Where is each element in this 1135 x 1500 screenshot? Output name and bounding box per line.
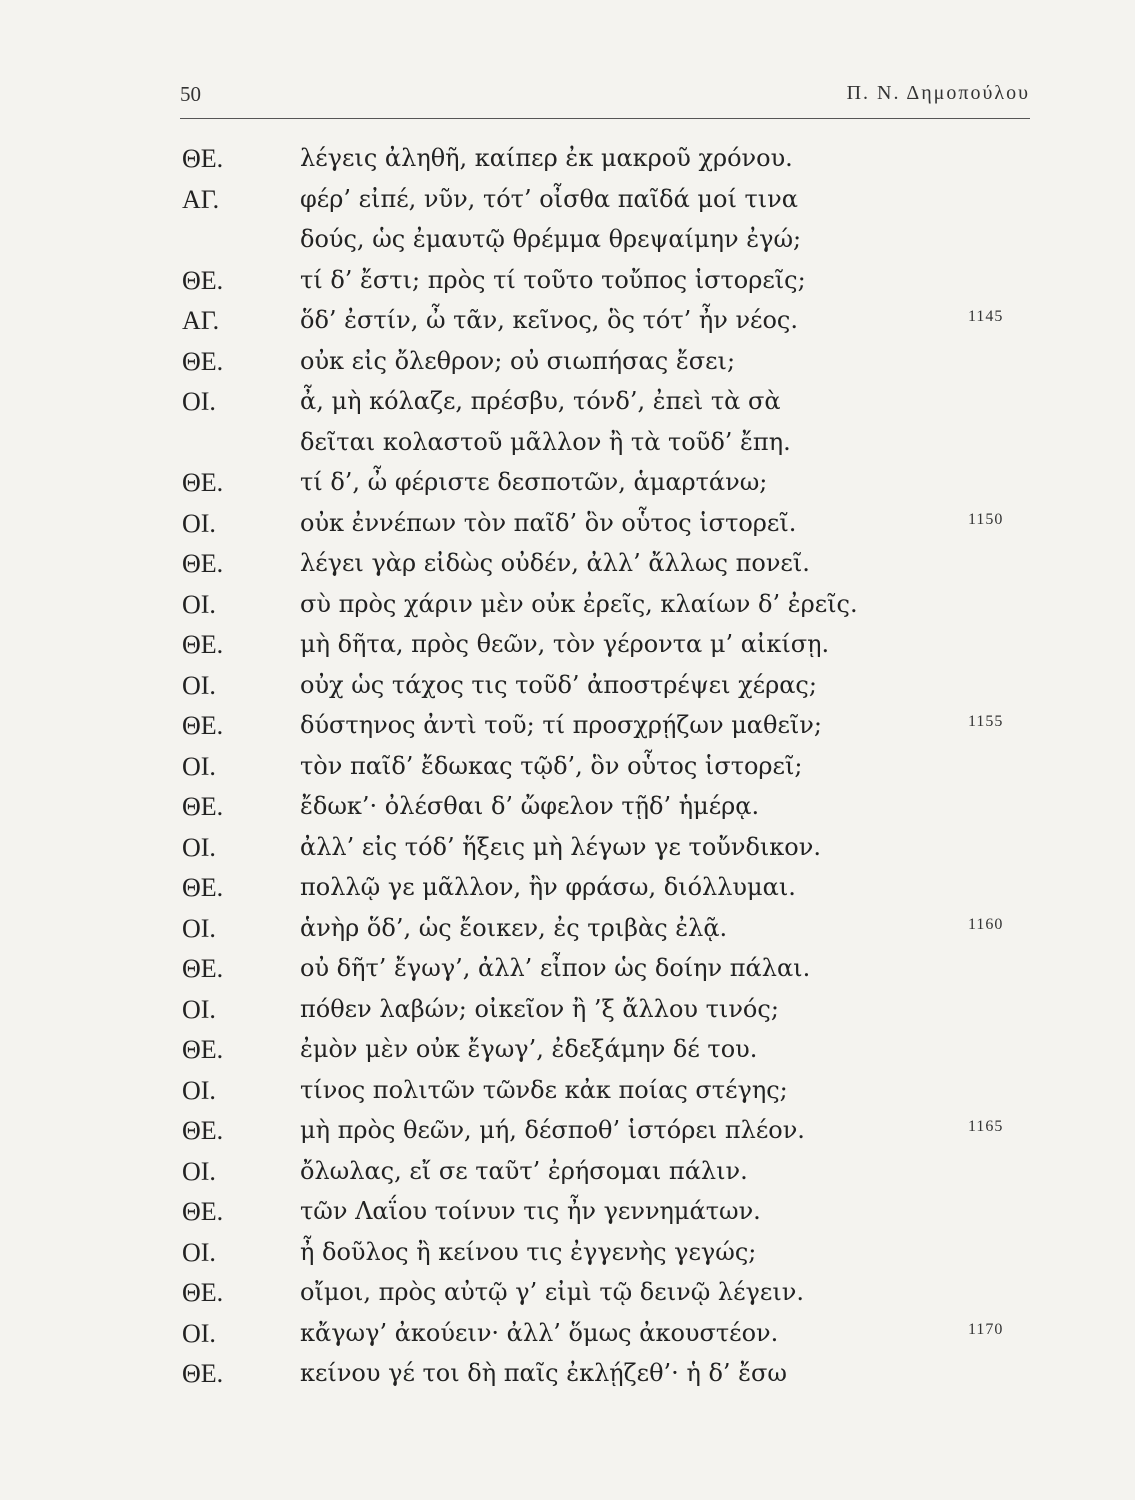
verse-text: πόθεν λαβών; οἰκεῖον ἢ ’ξ ἄλλου τινός; xyxy=(300,994,779,1023)
speaker-label: ΘΕ. xyxy=(182,711,224,740)
verse-text: κἄγωγ’ ἀκούειν· ἀλλ’ ὅμως ἀκουστέον. xyxy=(300,1318,779,1347)
speaker-label: ΑΓ. xyxy=(182,184,220,214)
verse-line xyxy=(0,1193,1135,1234)
running-title: Π. Ν. Δημοπούλου xyxy=(846,82,1030,104)
verse-line xyxy=(0,586,1135,627)
verse-line xyxy=(0,1355,1135,1396)
speaker-label: ΟΙ. xyxy=(182,832,216,862)
verse-text: τὸν παῖδ’ ἔδωκας τῷδ’, ὃν οὗτος ἱστορεῖ; xyxy=(300,751,803,780)
verse-line xyxy=(0,140,1135,181)
verse-text: δύστηνος ἀντὶ τοῦ; τί προσχρῄζων μαθεῖν; xyxy=(300,711,822,739)
line-number: 1165 xyxy=(968,1118,1004,1135)
verse-line xyxy=(0,991,1135,1032)
line-number: 1155 xyxy=(968,713,1004,730)
verse-line xyxy=(0,1234,1135,1275)
speaker-label: ΘΕ. xyxy=(182,792,224,821)
verse-text: ὄλωλας, εἴ σε ταῦτ’ ἐρήσομαι πάλιν. xyxy=(300,1156,748,1185)
speaker-label: ΟΙ. xyxy=(182,751,216,781)
verse-line xyxy=(0,464,1135,505)
verse-line xyxy=(0,910,1135,951)
speaker-label: ΟΙ. xyxy=(182,1156,216,1186)
verse-line xyxy=(0,869,1135,910)
line-number: 1150 xyxy=(968,510,1004,528)
speaker-label: ΘΕ. xyxy=(182,873,224,902)
line-number: 1160 xyxy=(968,915,1004,933)
line-number: 1170 xyxy=(968,1320,1004,1338)
verse-line xyxy=(0,505,1135,546)
speaker-label: ΘΕ. xyxy=(182,1359,224,1388)
verse-text: κείνου γέ τοι δὴ παῖς ἐκλῄζεθ’· ἡ δ’ ἔσω xyxy=(300,1359,787,1387)
verse-text: τίνος πολιτῶν τῶνδε κἀκ ποίας στέγης; xyxy=(300,1075,788,1104)
verse-line xyxy=(0,424,1135,465)
verse-line xyxy=(0,221,1135,262)
verse-text: οὐκ εἰς ὄλεθρον; οὐ σιωπήσας ἔσει; xyxy=(300,346,736,375)
verse-text: μὴ δῆτα, πρὸς θεῶν, τὸν γέροντα μ’ αἰκίσῃ. xyxy=(300,630,830,658)
verse-text: δούς, ὡς ἐμαυτῷ θρέμμα θρεψαίμην ἐγώ; xyxy=(300,225,802,253)
verse-text: πολλῷ γε μᾶλλον, ἢν φράσω, διόλλυμαι. xyxy=(300,873,796,901)
verse-line xyxy=(0,1112,1135,1153)
speaker-label: ΟΙ. xyxy=(182,508,216,538)
verse-text: τῶν Λαΐου τοίνυν τις ἦν γεννημάτων. xyxy=(300,1197,761,1225)
verse-text: ὅδ’ ἐστίν, ὦ τᾶν, κεῖνος, ὃς τότ’ ἦν νέος. xyxy=(300,306,798,334)
verse-text: οἴμοι, πρὸς αὐτῷ γ’ εἰμὶ τῷ δεινῷ λέγειν. xyxy=(300,1278,804,1306)
verse-line xyxy=(0,829,1135,870)
verse-line xyxy=(0,667,1135,708)
speaker-label: ΟΙ. xyxy=(182,1318,216,1348)
page-number: 50 xyxy=(180,82,201,106)
speaker-label: ΑΓ. xyxy=(182,306,220,335)
verse-text: τί δ’, ὦ φέριστε δεσποτῶν, ἁμαρτάνω; xyxy=(300,468,768,496)
verse-text: μὴ πρὸς θεῶν, μή, δέσποθ’ ἱστόρει πλέον. xyxy=(300,1116,805,1144)
verse-text: λέγεις ἀληθῆ, καίπερ ἐκ μακροῦ χρόνου. xyxy=(300,144,793,172)
verse-line xyxy=(0,545,1135,586)
verse-text: ἀλλ’ εἰς τόδ’ ἥξεις μὴ λέγων γε τοὔνδικον. xyxy=(300,832,821,861)
verse-text: σὺ πρὸς χάριν μὲν οὐκ ἐρεῖς, κλαίων δ’ ἐρεῖς. xyxy=(300,589,858,618)
verse-text: ἐμὸν μὲν οὐκ ἔγωγ’, ἐδεξάμην δέ του. xyxy=(300,1035,758,1063)
verse-text: φέρ’ εἰπέ, νῦν, τότ’ οἶσθα παῖδά μοί τινα xyxy=(300,184,798,213)
verse-line xyxy=(0,343,1135,384)
verse-line xyxy=(0,950,1135,991)
speaker-label: ΟΙ. xyxy=(182,387,216,416)
speaker-label: ΟΙ. xyxy=(182,994,216,1024)
verse-block xyxy=(0,140,1135,1396)
verse-line xyxy=(0,788,1135,829)
speaker-label: ΘΕ. xyxy=(182,1197,224,1226)
verse-text: τί δ’ ἔστι; πρὸς τί τοῦτο τοὔπος ἱστορεῖς; xyxy=(300,265,806,294)
speaker-label: ΟΙ. xyxy=(182,589,216,619)
speaker-label: ΘΕ. xyxy=(182,265,224,295)
verse-text: ἆ, μὴ κόλαζε, πρέσβυ, τόνδ’, ἐπεὶ τὰ σὰ xyxy=(300,387,781,415)
verse-line xyxy=(0,383,1135,424)
verse-line xyxy=(0,1315,1135,1356)
speaker-label: ΘΕ. xyxy=(182,1278,224,1307)
verse-text: ἁνὴρ ὅδ’, ὡς ἔοικεν, ἐς τριβὰς ἐλᾷ. xyxy=(300,913,728,942)
speaker-label: ΟΙ. xyxy=(182,670,216,700)
verse-line xyxy=(0,302,1135,343)
verse-text: ἔδωκ’· ὀλέσθαι δ’ ὤφελον τῇδ’ ἡμέρᾳ. xyxy=(300,792,760,820)
verse-line xyxy=(0,748,1135,789)
verse-text: δεῖται κολαστοῦ μᾶλλον ἢ τὰ τοῦδ’ ἔπη. xyxy=(300,427,791,456)
speaker-label: ΘΕ. xyxy=(182,1035,224,1064)
page-header xyxy=(180,78,1030,119)
verse-line xyxy=(0,1031,1135,1072)
verse-line xyxy=(0,626,1135,667)
verse-line xyxy=(0,262,1135,303)
speaker-label: ΘΕ. xyxy=(182,954,224,983)
verse-line xyxy=(0,1274,1135,1315)
speaker-label: ΟΙ. xyxy=(182,913,216,943)
line-number: 1145 xyxy=(968,308,1004,325)
speaker-label: ΘΕ. xyxy=(182,630,224,659)
verse-line xyxy=(0,707,1135,748)
verse-text: λέγει γὰρ εἰδὼς οὐδέν, ἀλλ’ ἄλλως πονεῖ. xyxy=(300,549,810,577)
speaker-label: ΘΕ. xyxy=(182,549,224,578)
verse-text: ἦ δοῦλος ἢ κείνου τις ἐγγενὴς γεγώς; xyxy=(300,1237,757,1266)
verse-line xyxy=(0,1072,1135,1113)
speaker-label: ΘΕ. xyxy=(182,1116,224,1145)
verse-text: οὐχ ὡς τάχος τις τοῦδ’ ἀποστρέψει χέρας; xyxy=(300,670,817,699)
verse-line xyxy=(0,181,1135,222)
speaker-label: ΘΕ. xyxy=(182,468,224,497)
speaker-label: ΘΕ. xyxy=(182,144,224,173)
speaker-label: ΟΙ. xyxy=(182,1075,216,1105)
verse-text: οὐ δῆτ’ ἔγωγ’, ἀλλ’ εἶπον ὡς δοίην πάλαι. xyxy=(300,954,811,982)
verse-text: οὐκ ἐννέπων τὸν παῖδ’ ὃν οὗτος ἱστορεῖ. xyxy=(300,508,797,537)
speaker-label: ΘΕ. xyxy=(182,346,224,376)
speaker-label: ΟΙ. xyxy=(182,1237,216,1267)
verse-line xyxy=(0,1153,1135,1194)
